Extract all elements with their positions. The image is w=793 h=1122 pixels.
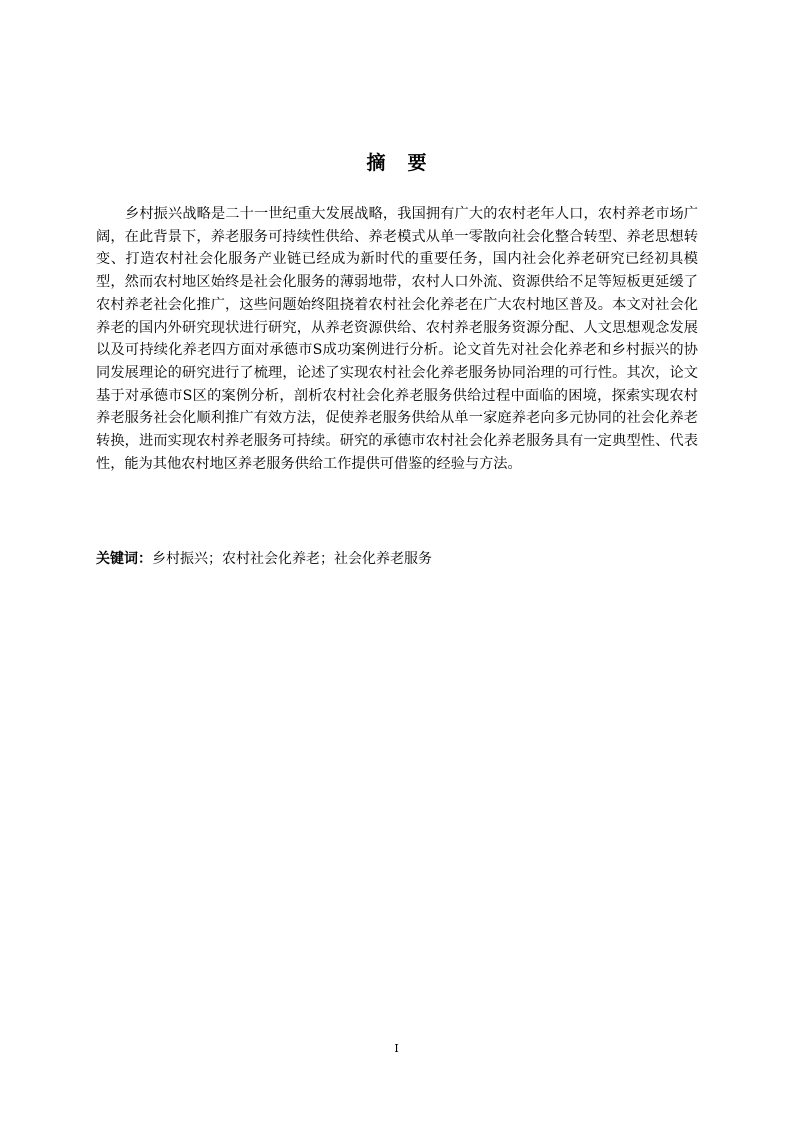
abstract-body: 乡村振兴战略是二十一世纪重大发展战略，我国拥有广大的农村老年人口，农村养老市场广阔，在此背景下，养老服务可持续性供给、养老模式从单一零散向社会化整合转型、养老思想转变、打造农村社会化服务产业链已经成为新时代的重要任务，国内社会化养老研究已经初具模型，然而农村地区始终是社会化服务的薄弱地带，农村人口外流、资源供给不足等短板更延缓了农村养老社会化推广，这些问题始终阻挠着农村社会化养老在广大农村地区普及。本文对社会化养老的国内外研究现状进行研究，从养老资源供给、农村养老服务资源分配、人文思想观念发展以及可持续化养老四方面对承德市S成功案例进行分析。论文首先对社会化养老和乡村振兴的协同发展理论的研究进行了梳理，论述了实现农村社会化养老服务协同治理的可行性。其次，论文基于对承德市S区的案例分析，剖析农村社会化养老服务供给过程中面临的困境，探索实现农村养老服务社会化顺利推广有效方法，促使养老服务供给从单一家庭养老向多元协同的社会化养老转换，进而实现农村养老服务可持续。研究的承德市农村社会化养老服务具有一定典型性、代表性，能为其他农村地区养老服务供给工作提供可借鉴的经验与方法。: [96, 206, 698, 472]
page-number: I: [394, 1042, 399, 1055]
keywords-text: 乡村振兴；农村社会化养老；社会化养老服务: [152, 551, 432, 567]
keywords-line: [96, 548, 698, 570]
keywords-label: 关键词：: [96, 551, 152, 567]
abstract-title: 摘要: [366, 152, 449, 174]
